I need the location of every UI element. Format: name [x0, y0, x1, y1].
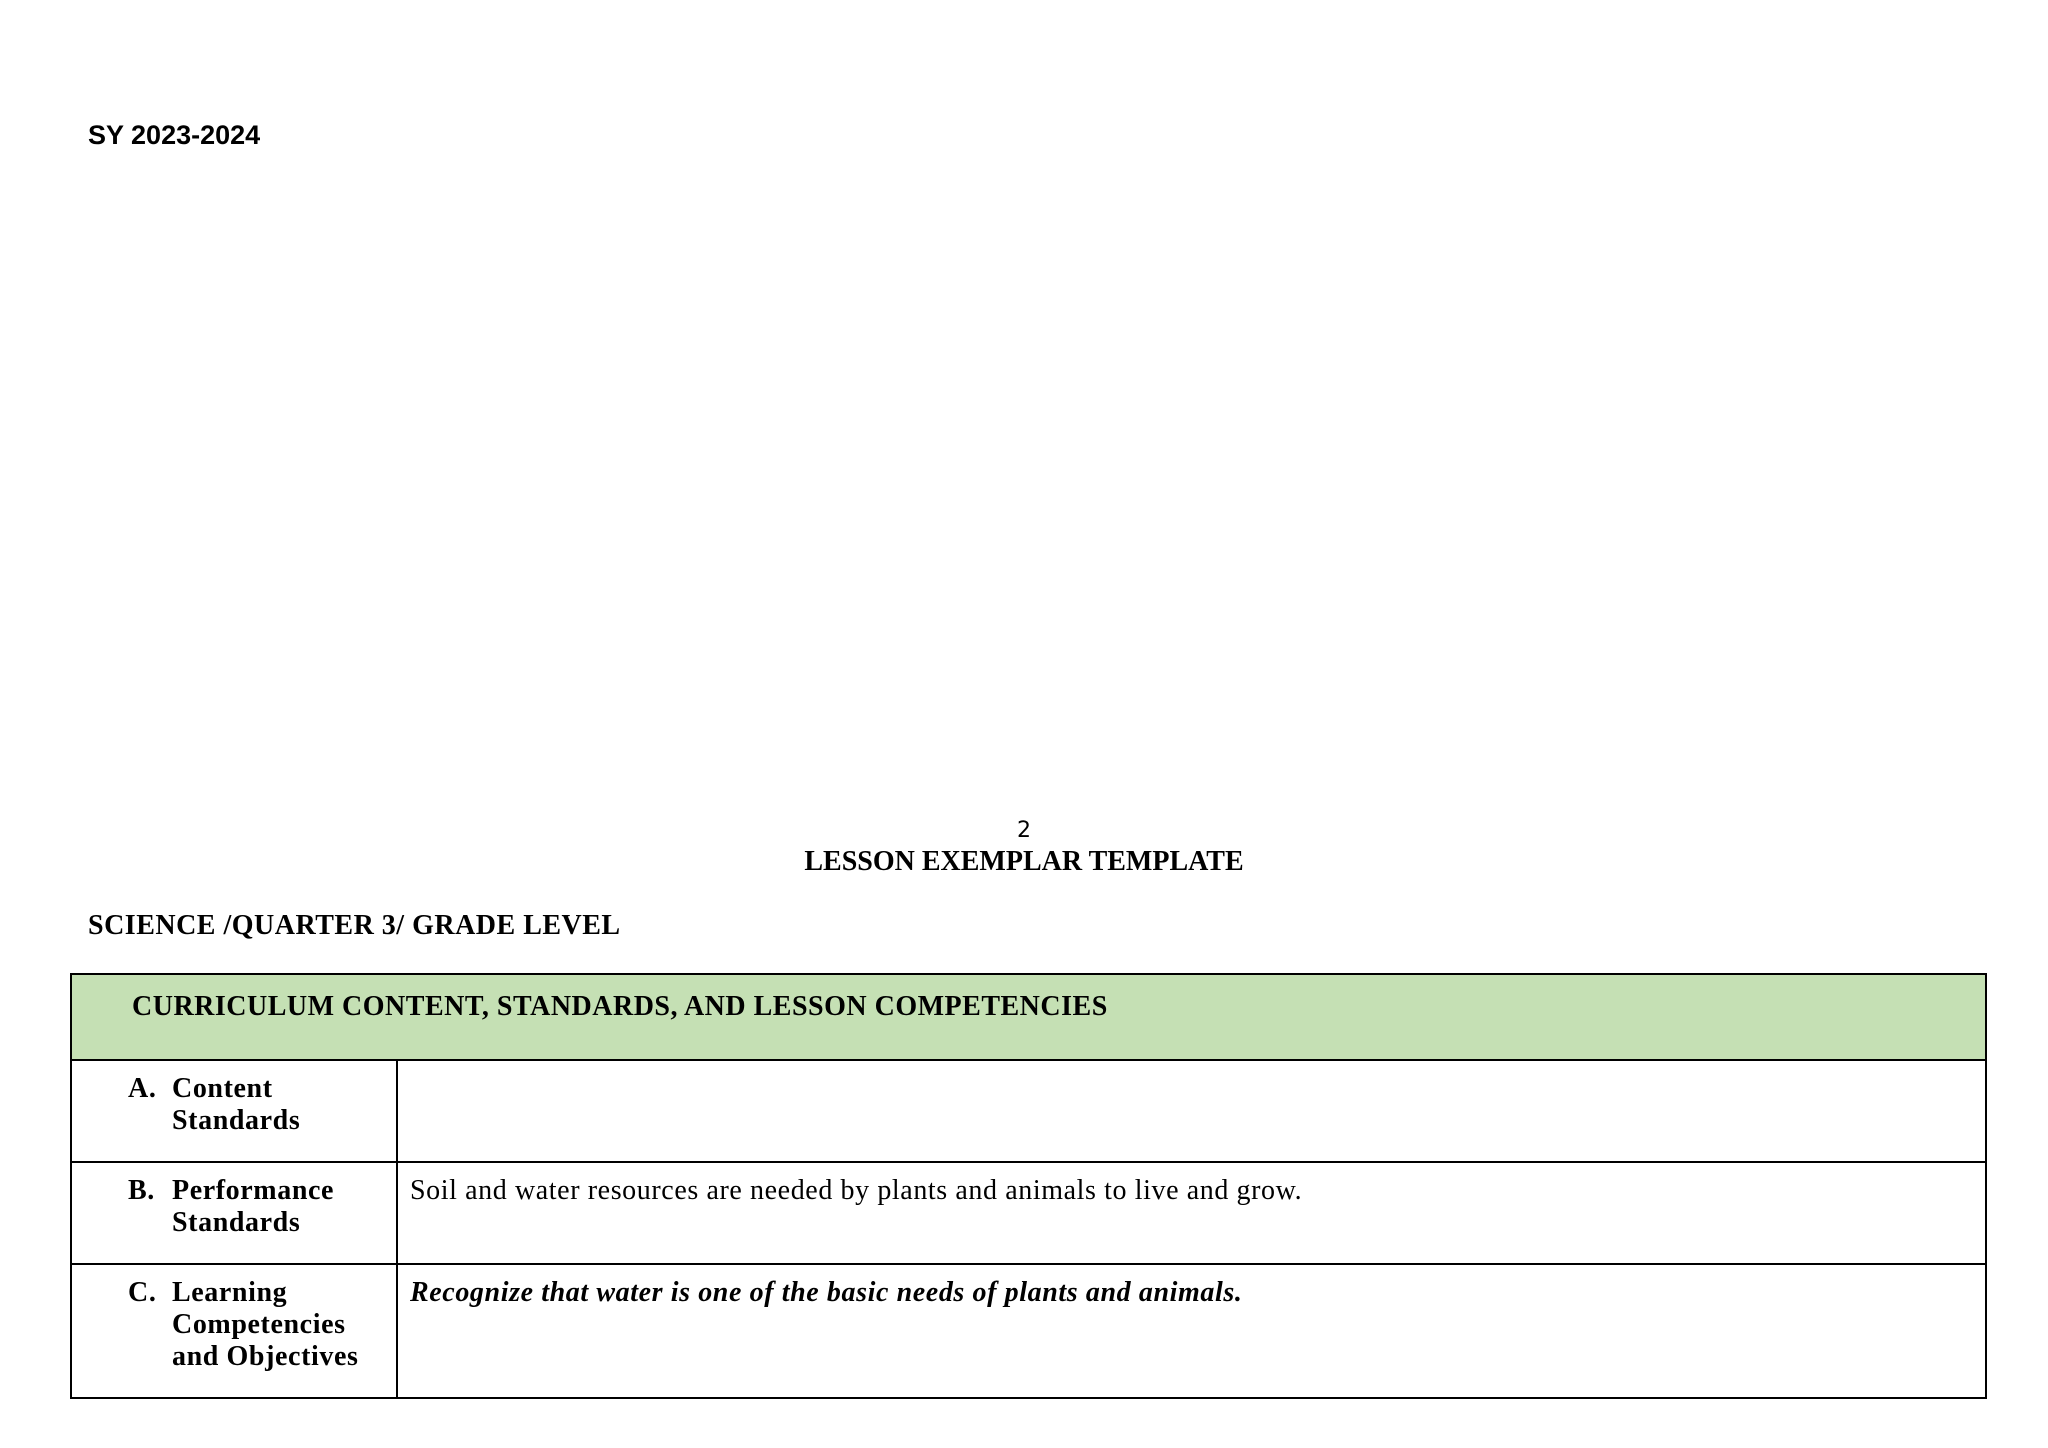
- row-value: Soil and water resources are needed by plants and animals to live and grow.: [397, 1162, 1986, 1264]
- row-label-cell: [71, 1060, 397, 1162]
- document-title: LESSON EXEMPLAR TEMPLATE: [804, 846, 1244, 877]
- row-value: Recognize that water is one of the basic needs of plants and animals.: [397, 1264, 1986, 1398]
- table-row: [71, 1162, 1986, 1264]
- subject-line: SCIENCE /QUARTER 3/ GRADE LEVEL: [88, 910, 621, 941]
- row-value: [397, 1060, 1986, 1162]
- school-year: SY 2023-2024: [88, 120, 261, 150]
- row-letter: C.: [128, 1277, 157, 1308]
- table-header-row: [71, 974, 1986, 1060]
- row-label: Learning Competencies and Objectives: [172, 1277, 359, 1372]
- table-row: [71, 1060, 1986, 1162]
- table-row: [71, 1264, 1986, 1398]
- page-number: 2: [1017, 818, 1031, 843]
- row-letter: A.: [128, 1073, 157, 1104]
- row-label-cell: [71, 1264, 397, 1398]
- row-label: Performance Standards: [172, 1175, 335, 1238]
- row-letter: B.: [128, 1175, 155, 1206]
- row-label-cell: [71, 1162, 397, 1264]
- curriculum-table: [70, 973, 1987, 1399]
- table-header: CURRICULUM CONTENT, STANDARDS, AND LESSON COMPETENCIES: [71, 974, 1986, 1060]
- row-label: Content Standards: [172, 1073, 301, 1136]
